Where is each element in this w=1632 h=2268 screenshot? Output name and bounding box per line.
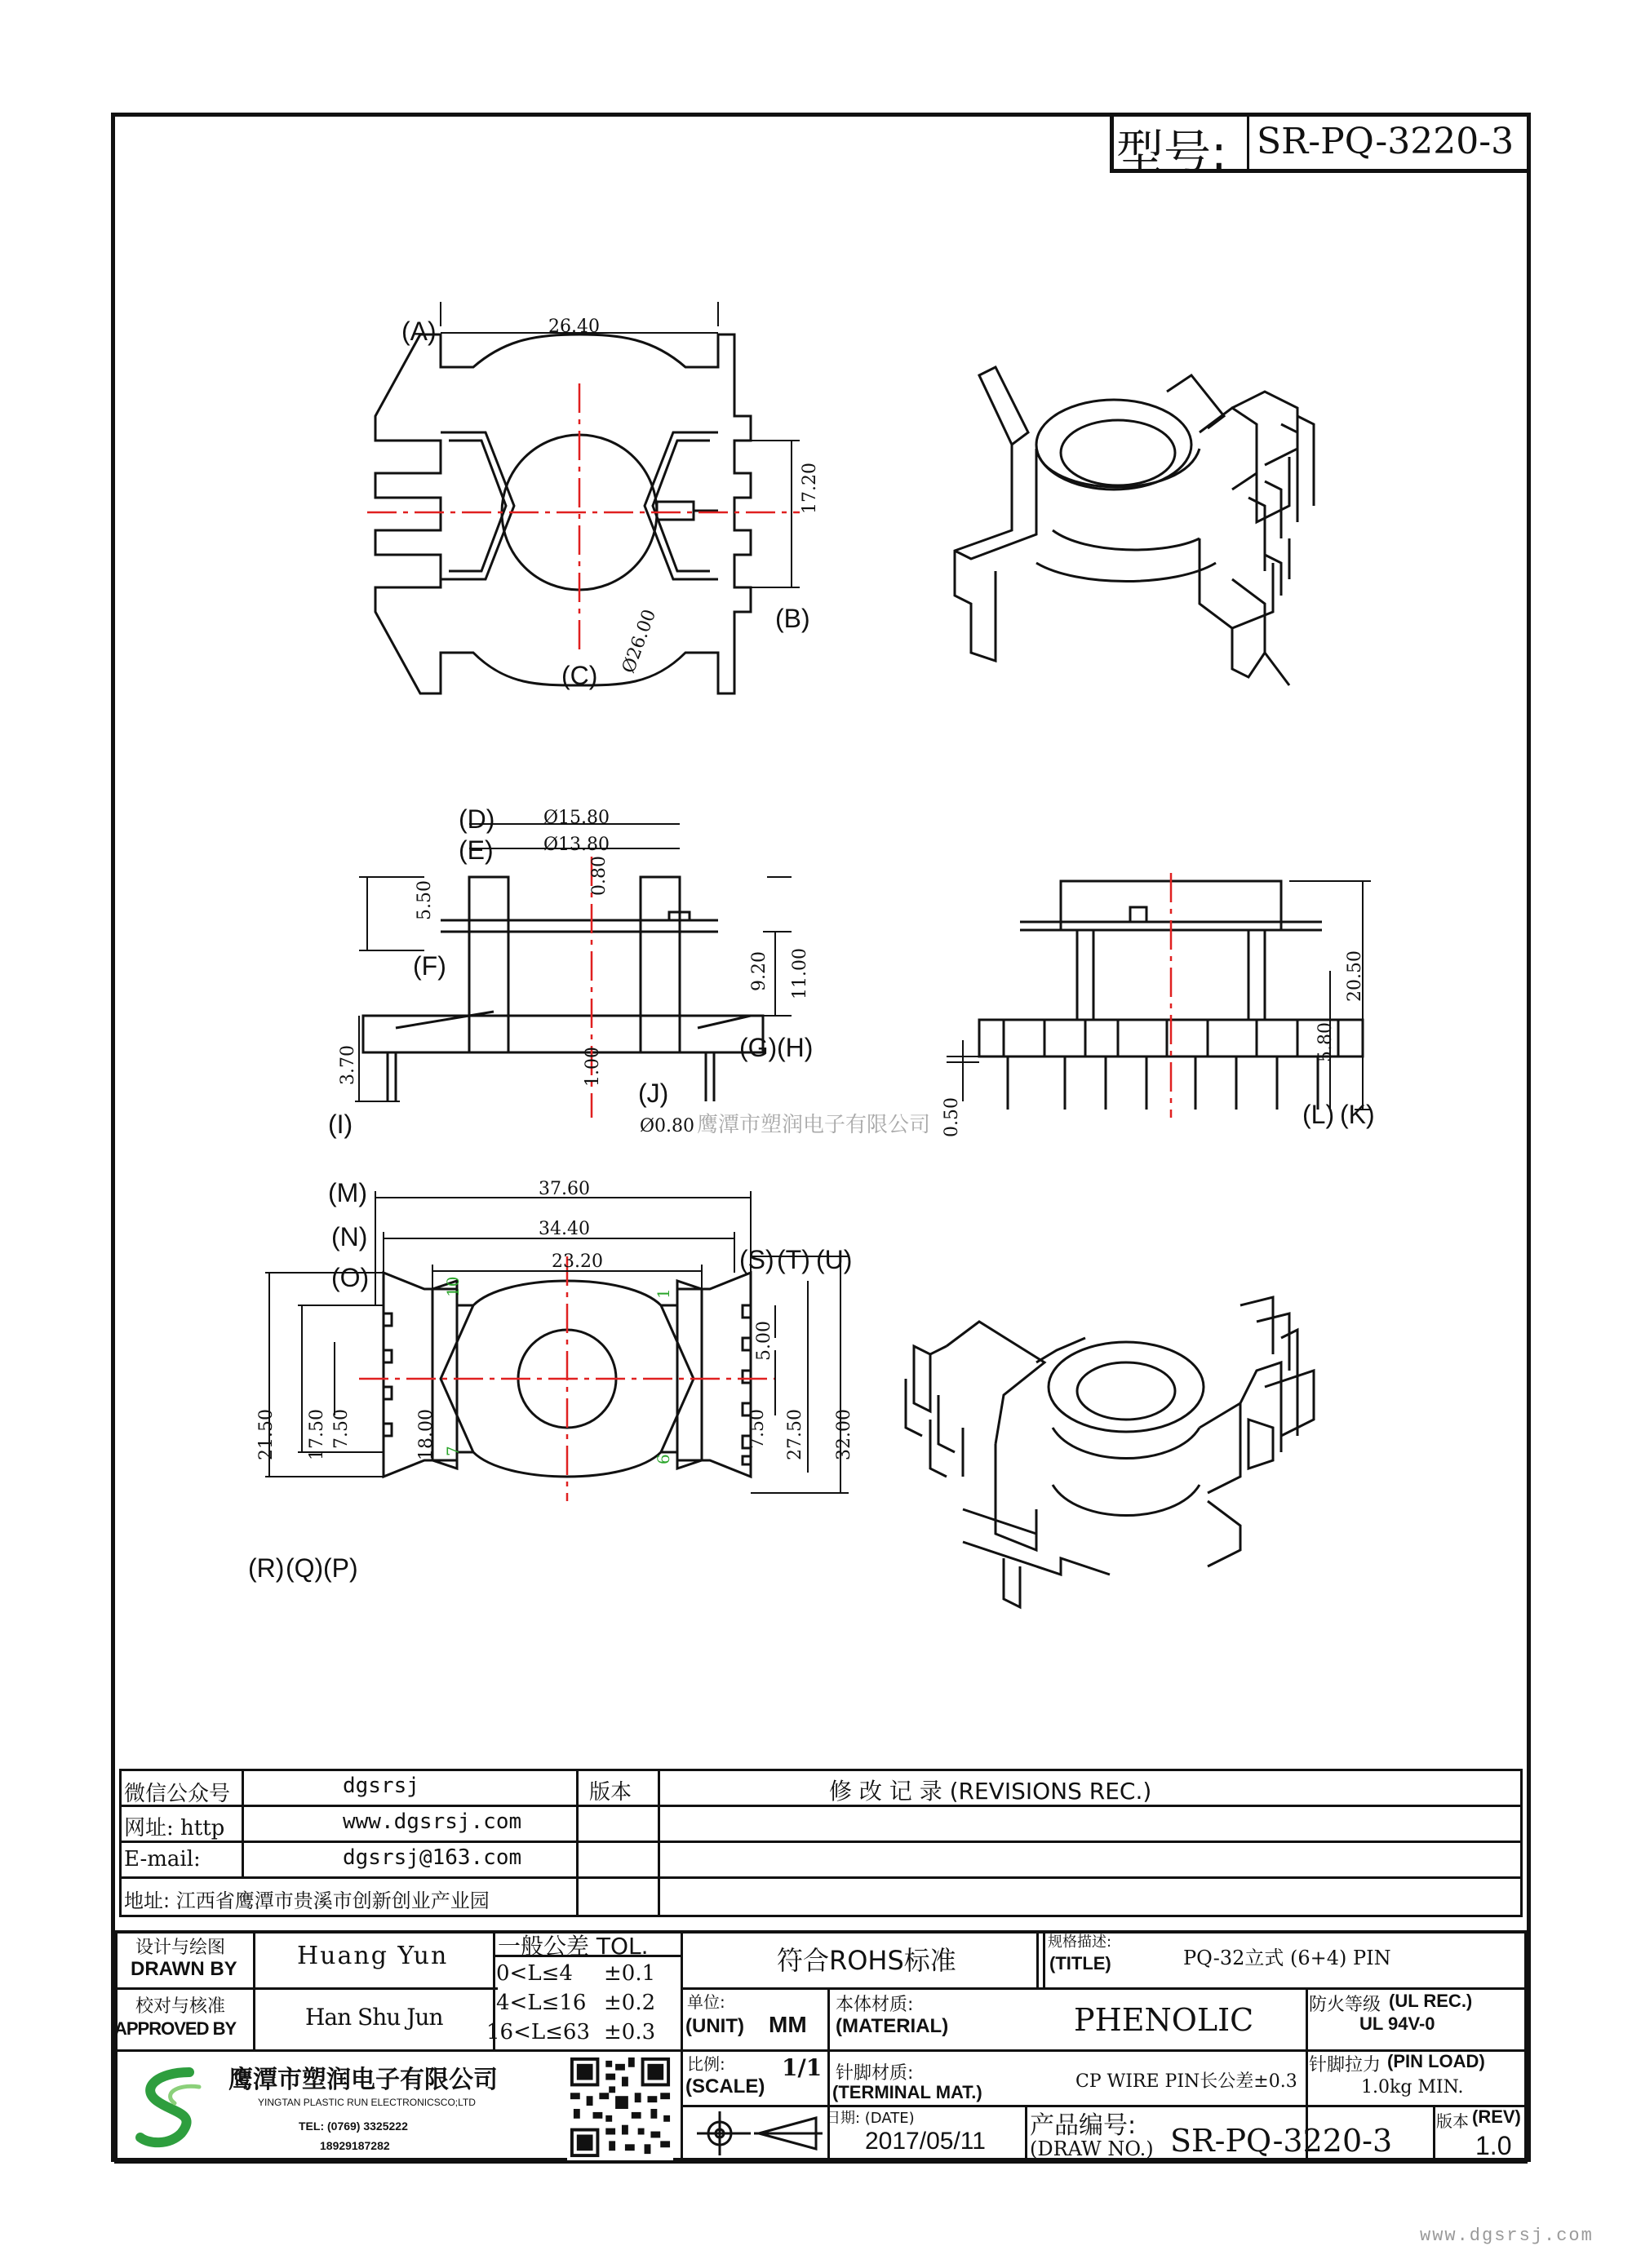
ref-c: (C) xyxy=(561,661,598,690)
ref-s: (S) xyxy=(739,1245,774,1274)
spec-en: (TITLE) xyxy=(1049,1953,1111,1973)
dim-d26-00: Ø26.00 xyxy=(619,606,661,676)
isometric-view-1 xyxy=(906,359,1330,702)
ref-a: (A) xyxy=(401,317,437,346)
company-tel: TEL: (0769) 3325222 xyxy=(299,2120,408,2133)
dim-11-00: 11.00 xyxy=(790,948,810,999)
info-row-line-3 xyxy=(119,1876,1523,1879)
dim-5-00: 5.00 xyxy=(754,1321,774,1361)
dim-d13-80: Ø13.80 xyxy=(543,835,610,855)
ref-f: (F) xyxy=(413,951,446,981)
ref-q: (Q) xyxy=(286,1553,324,1583)
version-header: 版本 xyxy=(589,1780,632,1805)
web-label: 网址: http xyxy=(124,1816,225,1841)
ref-r: (R) xyxy=(248,1553,285,1583)
dim-26-40: 26.40 xyxy=(548,317,600,337)
tb-line-m xyxy=(1433,2105,1435,2164)
tb-line-l xyxy=(1025,2105,1027,2164)
company-logo-icon xyxy=(124,2056,214,2157)
material-en: (MATERIAL) xyxy=(836,2015,949,2037)
dim-d0-80: Ø0.80 xyxy=(640,1116,695,1136)
front-view-drawing xyxy=(335,808,792,1134)
wechat-value: dgsrsj xyxy=(343,1774,419,1798)
ref-d: (D) xyxy=(459,804,495,834)
drawn-cn: 设计与绘图 xyxy=(135,1938,226,1958)
dim-5-80: 5.80 xyxy=(1315,1022,1336,1062)
rev-value: 1.0 xyxy=(1475,2131,1512,2160)
info-col-line-3 xyxy=(658,1769,660,1917)
web-value[interactable]: www.dgsrsj.com xyxy=(343,1810,522,1834)
tb-line-h xyxy=(681,1987,1528,1990)
tb-line-a xyxy=(253,1930,255,2051)
dim-17-20: 17.20 xyxy=(800,463,820,514)
drawno-value: SR-PQ-3220-3 xyxy=(1170,2123,1393,2159)
qr-code-icon xyxy=(566,2054,674,2160)
dim-21-50: 21.50 xyxy=(256,1409,277,1460)
ref-g: (G) xyxy=(739,1033,778,1062)
company-mobile: 18929187282 xyxy=(320,2139,390,2152)
ref-i: (I) xyxy=(328,1110,353,1139)
corner-watermark: www.dgsrsj.com xyxy=(1420,2226,1594,2246)
info-col-line-1 xyxy=(242,1769,244,1876)
dim-7-50-left: 7.50 xyxy=(331,1409,352,1449)
rev-en: (REV) xyxy=(1472,2106,1521,2127)
ref-k: (K) xyxy=(1340,1100,1375,1129)
spec-cn: 规格描述: xyxy=(1048,1934,1112,1951)
tol-range-2: 4<L≤16 xyxy=(496,1991,587,2015)
spec-value: PQ-32立式 (6+4) PIN xyxy=(1183,1947,1391,1969)
ref-l: (L) xyxy=(1302,1100,1335,1129)
tol-value-3: ±0.3 xyxy=(604,2020,656,2044)
tol-range-3: 16<L≤63 xyxy=(486,2020,591,2044)
center-watermark: 鹰潭市塑润电子有限公司 xyxy=(697,1113,931,1137)
tol-title: 一般公差 TOL. xyxy=(498,1933,649,1960)
terminal-en: (TERMINAL MAT.) xyxy=(832,2082,982,2102)
projection-symbol-icon xyxy=(685,2106,826,2160)
info-row-line-1 xyxy=(119,1805,1523,1807)
dim-18-00: 18.00 xyxy=(416,1409,437,1460)
company-name-cn: 鹰潭市塑润电子有限公司 xyxy=(228,2066,498,2094)
ref-m: (M) xyxy=(328,1178,367,1207)
dim-0-80: 0.80 xyxy=(589,856,610,896)
tb-line-c xyxy=(681,1930,683,2164)
dim-1-00: 1.00 xyxy=(583,1047,603,1087)
drawn-value: Huang Yun xyxy=(297,1942,449,1970)
terminal-value: CP WIRE PIN长公差±0.3 xyxy=(1075,2071,1297,2092)
approved-value: Han Shu Jun xyxy=(305,2004,443,2031)
dim-3-70: 3.70 xyxy=(338,1045,358,1085)
pin-number-7: 7 xyxy=(443,1446,463,1456)
wechat-label: 微信公众号 xyxy=(124,1782,231,1806)
ref-p: (P) xyxy=(323,1553,358,1583)
dim-27-50: 27.50 xyxy=(785,1409,805,1460)
dim-32-00: 32.00 xyxy=(834,1409,854,1460)
terminal-cn: 针脚材质: xyxy=(836,2063,914,2084)
approved-en: APPROVED BY xyxy=(114,2018,237,2039)
ref-b: (B) xyxy=(775,604,810,633)
ref-o: (O) xyxy=(331,1263,370,1292)
ref-u: (U) xyxy=(816,1245,853,1274)
dim-5-50: 5.50 xyxy=(415,880,435,920)
tb-line-g xyxy=(1043,1930,1045,1987)
dim-23-20: 23.20 xyxy=(552,1251,603,1272)
email-value[interactable]: dgsrsj@163.com xyxy=(343,1845,522,1870)
isometric-view-2 xyxy=(898,1289,1355,1632)
pin-number-6: 6 xyxy=(654,1454,673,1464)
email-label: E-mail: xyxy=(124,1847,201,1872)
material-cn: 本体材质: xyxy=(836,1995,914,2015)
pinload-cn: 针脚拉力 xyxy=(1309,2055,1381,2075)
dim-17-50: 17.50 xyxy=(307,1409,327,1460)
pin-number-10: 10 xyxy=(443,1276,463,1297)
rohs-text: 符合ROHS标准 xyxy=(777,1945,956,1976)
revisions-header: 修 改 记 录 (REVISIONS REC.) xyxy=(829,1778,1152,1805)
side-view-drawing xyxy=(930,865,1387,1126)
pinload-value: 1.0kg MIN. xyxy=(1361,2077,1464,2097)
ref-t: (T) xyxy=(777,1245,810,1274)
dim-0-50: 0.50 xyxy=(942,1097,962,1137)
ref-h: (H) xyxy=(777,1033,814,1062)
info-col-line-2 xyxy=(576,1769,579,1917)
rev-cn: 版本 xyxy=(1436,2111,1469,2131)
ref-n: (N) xyxy=(331,1222,368,1251)
fire-cn: 防火等级 xyxy=(1309,1995,1381,2015)
model-divider xyxy=(1247,113,1249,171)
scale-value: 1/1 xyxy=(782,2054,823,2081)
scale-en: (SCALE) xyxy=(685,2075,765,2097)
dim-34-40: 34.40 xyxy=(539,1219,590,1239)
drawn-en: DRAWN BY xyxy=(131,1958,237,1980)
unit-en: (UNIT) xyxy=(685,2015,744,2037)
unit-cn: 单位: xyxy=(687,1992,725,2012)
drawno-cn: 产品编号: xyxy=(1030,2111,1137,2140)
company-name-en: YINGTAN PLASTIC RUN ELECTRONICSCO;LTD xyxy=(258,2097,476,2108)
scale-cn: 比例: xyxy=(687,2054,725,2074)
tb-line-i xyxy=(827,1987,830,2164)
date-value: 2017/05/11 xyxy=(865,2128,986,2155)
date-label: 日期: (DATE) xyxy=(826,2110,915,2127)
dim-37-60: 37.60 xyxy=(539,1179,590,1199)
tol-value-2: ±0.2 xyxy=(604,1991,656,2015)
pinload-en: (PIN LOAD) xyxy=(1387,2051,1485,2071)
drawno-en: (DRAW NO.) xyxy=(1030,2137,1154,2160)
dim-d15-80: Ø15.80 xyxy=(543,808,610,828)
tol-range-1: 0<L≤4 xyxy=(496,1961,573,1986)
info-row-line-2 xyxy=(119,1841,1523,1843)
fire-en: (UL REC.) xyxy=(1389,1991,1473,2011)
model-label: 型号: xyxy=(1116,125,1227,180)
material-value: PHENOLIC xyxy=(1074,2002,1254,2038)
dim-9-20: 9.20 xyxy=(749,951,769,991)
ref-j: (J) xyxy=(638,1079,669,1108)
pin-number-1: 1 xyxy=(654,1288,673,1299)
ref-e: (E) xyxy=(459,835,494,865)
approved-cn: 校对与核准 xyxy=(135,1996,226,2017)
unit-value: MM xyxy=(769,2012,807,2037)
dim-20-50: 20.50 xyxy=(1345,950,1365,1002)
dim-7-50-right: 7.50 xyxy=(747,1409,768,1449)
tb-line-d xyxy=(114,1987,498,1990)
tb-line-n xyxy=(1036,1930,1039,1987)
model-value: SR-PQ-3220-3 xyxy=(1257,121,1514,162)
tol-value-1: ±0.1 xyxy=(604,1961,656,1986)
fire-value: UL 94V-0 xyxy=(1359,2013,1435,2034)
address-text: 地址: 江西省鹰潭市贵溪市创新创业产业园 xyxy=(124,1889,490,1912)
